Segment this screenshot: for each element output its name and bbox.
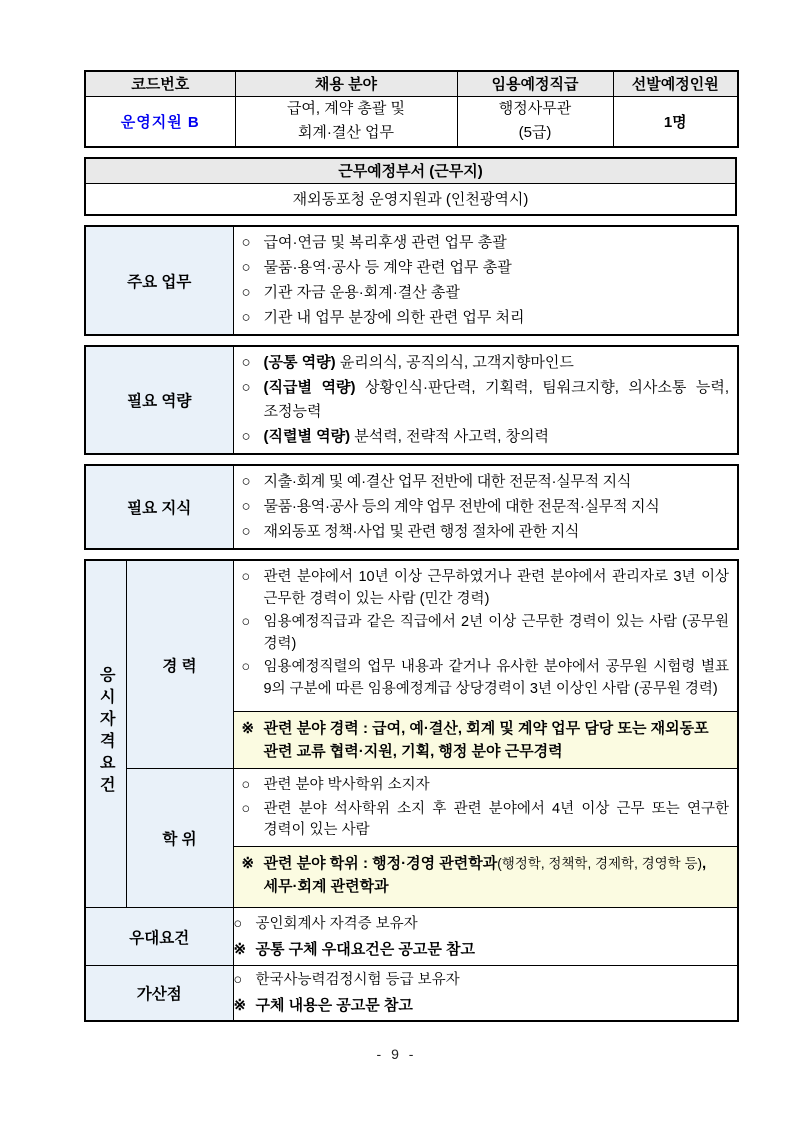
list-item: ○ 임용예정직렬의 업무 내용과 같거나 유사한 분야에서 공무원 시험령 별표 9의 구분에 따른 임용예정계급 상당경력이 3년 이상인 사람 (공무원 경력)	[242, 657, 730, 700]
circle-bullet: ○	[241, 354, 251, 371]
grade-line1: 행정사무관	[498, 100, 572, 118]
list-item: ○ 관련 분야에서 10년 이상 근무하였거나 관련 분야에서 관리자로 3년 이상 근무한 경력이 있는 사람 (민간 경력)	[242, 567, 730, 610]
career-row	[85, 560, 738, 769]
circle-bullet: ○	[241, 234, 251, 251]
list-item: ○ 지출·회계 및 예·결산 업무 전반에 대한 전문적·실무적 지식	[242, 470, 730, 494]
circle-bullet: ○	[241, 659, 251, 675]
reference-mark: ※	[241, 720, 255, 737]
preferred-content	[233, 908, 738, 966]
bonus-note: ※ 구체 내용은 공고문 참고	[234, 993, 738, 1018]
workplace-table	[84, 157, 737, 216]
headcount-value: 1명	[613, 96, 738, 147]
recruit-field-line2: 회계·결산 업무	[297, 124, 395, 142]
competencies-content	[233, 346, 738, 454]
degree-content	[233, 769, 738, 908]
list-item: ○ 급여·연금 및 복리후생 관련 업무 총괄	[242, 231, 730, 255]
competency-category: (직급별 역량)	[263, 379, 356, 396]
career-content	[233, 560, 738, 769]
appointment-grade-value	[457, 96, 613, 147]
preferred-label: 우대요건	[85, 908, 233, 966]
code-number-value: 운영지원 B	[85, 96, 235, 147]
circle-bullet: ○	[233, 971, 243, 988]
knowledge-content	[233, 465, 738, 549]
main-duties-label: 주요 업무	[85, 226, 233, 335]
header-recruit-field: 채용 분야	[235, 71, 457, 96]
workplace-value: 재외동포청 운영지원과 (인천광역시)	[85, 183, 736, 215]
list-item: ○ 물품·용역·공사 등의 계약 업무 전반에 대한 전문적·실무적 지식	[242, 495, 730, 519]
header-selection-count: 선발예정인원	[613, 71, 738, 96]
circle-bullet: ○	[241, 498, 251, 515]
circle-bullet: ○	[241, 800, 251, 817]
list-item: ○ 관련 분야 박사학위 소지자	[242, 775, 730, 797]
header-code-number: 코드번호	[85, 71, 235, 96]
qualifications-table	[84, 559, 739, 1022]
circle-bullet: ○	[241, 777, 251, 793]
circle-bullet: ○	[241, 309, 251, 326]
list-item: ○ 관련 분야 석사학위 소지 후 관련 분야에서 4년 이상 근무 또는 연구한 경력이 있는 사람	[242, 799, 730, 842]
career-label: 경 력	[126, 560, 233, 769]
page-number: - 9 -	[376, 1046, 417, 1062]
career-field-note: ※ 관련 분야 경력 : 급여, 예·결산, 회계 및 계약 업무 담당 또는 재외동포 관련 교류 협력·지원, 기획, 행정 분야 근무경력	[234, 711, 738, 768]
qualifications-vertical-text: 응시자격요건	[97, 665, 115, 798]
bonus-content	[233, 966, 738, 1021]
competencies-table	[84, 345, 739, 455]
reference-mark: ※	[233, 940, 247, 958]
reference-mark: ※	[233, 996, 247, 1014]
circle-bullet: ○	[241, 614, 251, 630]
knowledge-label: 필요 지식	[85, 465, 233, 549]
competency-category: (공통 역량)	[263, 354, 336, 371]
header-appointment-grade: 임용예정직급	[457, 71, 613, 96]
workplace-header: 근무예정부서 (근무지)	[85, 158, 736, 183]
circle-bullet: ○	[241, 259, 251, 276]
list-item: ○ 한국사능력검정시험 등급 보유자	[234, 968, 738, 993]
workplace-header-row	[85, 158, 736, 183]
main-duties-content	[233, 226, 738, 335]
bonus-label: 가산점	[85, 966, 233, 1021]
circle-bullet: ○	[241, 379, 251, 396]
list-item: ○ 기관 자금 운용·회계·결산 총괄	[242, 281, 730, 305]
workplace-value-row	[85, 183, 736, 215]
circle-bullet: ○	[241, 473, 251, 490]
list-item: ○ 기관 내 업무 분장에 의한 관련 업무 처리	[242, 306, 730, 330]
main-duties-table	[84, 225, 739, 336]
list-item: ○ (직렬별 역량) 분석력, 전략적 사고력, 창의력	[242, 425, 730, 449]
bonus-row	[85, 966, 738, 1021]
knowledge-table	[84, 464, 739, 550]
preferred-note: ※ 공통 구체 우대요건은 공고문 참고	[234, 937, 738, 962]
preferred-row	[85, 908, 738, 966]
circle-bullet: ○	[241, 284, 251, 301]
degree-field-note: ※ 관련 분야 학위 : 행정·경영 관련학과(행정학, 정책학, 경제학, 경영학 등), 세무·회계 관련학과	[234, 846, 738, 907]
grade-line2: (5급)	[518, 124, 552, 142]
circle-bullet: ○	[241, 523, 251, 540]
recruit-data-row	[85, 96, 738, 147]
competency-category: (직렬별 역량)	[263, 428, 351, 445]
list-item: ○ (공통 역량) 윤리의식, 공직의식, 고객지향마인드	[242, 351, 730, 375]
recruit-field-value	[235, 96, 457, 147]
recruit-field-line1: 급여, 계약 총괄 및	[286, 100, 406, 118]
list-item: ○ 임용예정직급과 같은 직급에서 2년 이상 근무한 경력이 있는 사람 (공무원 경력)	[242, 612, 730, 655]
qualifications-group-label	[85, 560, 126, 908]
circle-bullet: ○	[241, 428, 251, 445]
recruit-summary-table	[84, 70, 739, 148]
list-item: ○ (직급별 역량) 상황인식·판단력, 기획력, 팀워크지향, 의사소통 능력, 조정능력	[242, 376, 730, 424]
recruit-header-row	[85, 71, 738, 96]
list-item: ○ 재외동포 정책·사업 및 관련 행정 절차에 관한 지식	[242, 520, 730, 544]
circle-bullet: ○	[241, 569, 251, 585]
reference-mark: ※	[241, 855, 255, 872]
degree-row	[85, 769, 738, 908]
list-item: ○ 물품·용역·공사 등 계약 관련 업무 총괄	[242, 256, 730, 280]
circle-bullet: ○	[233, 915, 243, 932]
degree-label: 학 위	[126, 769, 233, 908]
list-item: ○ 공인회계사 자격증 보유자	[234, 912, 738, 937]
competencies-label: 필요 역량	[85, 346, 233, 454]
